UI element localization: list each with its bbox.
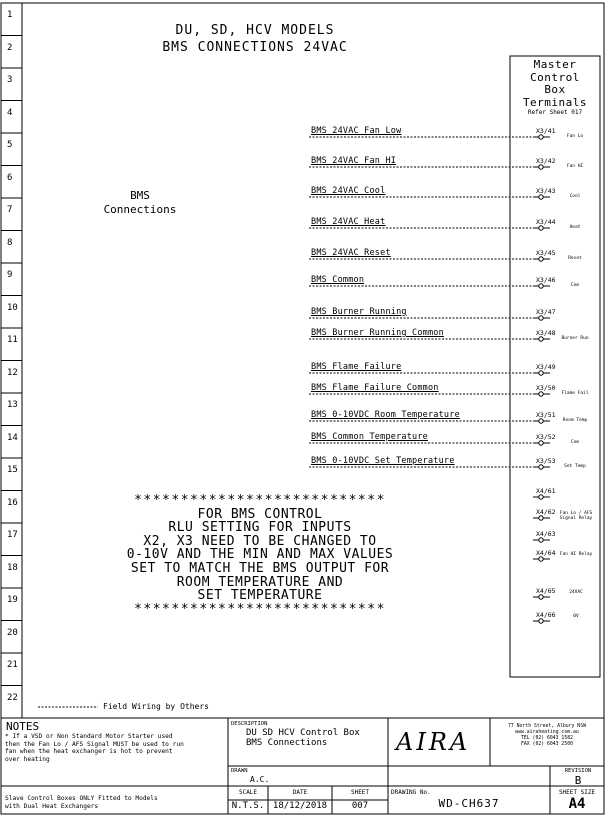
row-number: 16 — [7, 497, 18, 508]
scale-label: SCALE — [238, 789, 258, 796]
address-line-3: TEL (02) 6043 1582 — [521, 736, 573, 741]
terminal-symbol — [533, 226, 550, 230]
drawing-number-label: DRAWING No. — [391, 789, 431, 796]
bms-control-note — [20, 494, 500, 616]
terminal-id: X3/48 — [536, 329, 556, 337]
sheet-size-value: A4 — [568, 796, 586, 812]
sheet-size-label: SHEET SIZE — [558, 789, 596, 796]
notes-line-4: over heating — [5, 755, 50, 763]
bms-label-line-2: Connections — [103, 203, 177, 216]
relay-terminal-id: X4/65 — [536, 587, 556, 595]
relay-terminal-id: X4/62 — [536, 508, 556, 516]
terminal-function: Flame Fail — [561, 391, 589, 396]
terminal-function: Heat — [569, 225, 581, 230]
scale-value: N.T.S. — [231, 801, 265, 811]
relay-terminal-symbol — [533, 619, 550, 623]
terminal-symbol — [533, 371, 550, 375]
terminal-id: X3/41 — [536, 127, 556, 135]
terminal-function: Reset — [568, 256, 582, 261]
wire-label: BMS 24VAC Heat — [311, 217, 386, 227]
terminal-function: Fan HI — [566, 164, 584, 169]
notes-line-1: * If a VSD or Non Standard Motor Starter used — [5, 733, 173, 740]
master-box-line-4: Terminals — [522, 95, 588, 109]
relay-terminal-function: 0V — [573, 614, 579, 619]
revision-label: REVISION — [564, 768, 592, 774]
note-line-7: SET TEMPERATURE — [197, 588, 323, 604]
bms-connections-label — [70, 189, 210, 217]
note-line-6: ROOM TEMPERATURE AND — [176, 574, 344, 590]
terminal-function: Com — [570, 283, 580, 288]
wire-label: BMS Common — [311, 275, 365, 285]
date-label: DATE — [292, 789, 308, 796]
note-stars-bottom: *************************** — [134, 601, 386, 617]
row-number: 15 — [7, 465, 18, 476]
terminal-id: X3/50 — [536, 384, 556, 392]
row-number: 17 — [7, 530, 18, 541]
company-address — [491, 724, 603, 748]
wire-label: BMS Burner Running — [311, 307, 407, 317]
terminal-function: Set Temp — [564, 464, 586, 469]
row-number: 7 — [7, 205, 13, 216]
address-line-2: www.airaheating.com.au — [515, 730, 579, 735]
drawing-number: WD-CH637 — [438, 797, 500, 810]
row-number: 12 — [7, 367, 18, 378]
master-box-heading — [512, 59, 598, 117]
row-number: 18 — [7, 562, 18, 573]
row-number: 19 — [7, 595, 18, 606]
description-label: DESCRIPTION — [231, 721, 268, 727]
terminal-symbol — [533, 165, 550, 169]
terminal-symbol — [533, 257, 550, 261]
wire-label: BMS Common Temperature — [311, 432, 428, 442]
terminal-id: X3/46 — [536, 276, 556, 284]
drawn-value: A.C. — [250, 775, 270, 784]
relay-terminal-id: X4/61 — [536, 487, 556, 495]
terminal-symbol — [533, 441, 550, 445]
wire-label: BMS 0-10VDC Set Temperature — [311, 456, 455, 466]
row-number: 13 — [7, 400, 18, 411]
terminal-id: X3/42 — [536, 157, 556, 165]
terminal-id: X3/43 — [536, 187, 556, 195]
terminal-id: X3/44 — [536, 218, 556, 226]
sheet-value: 007 — [351, 801, 369, 811]
relay-terminal-symbol — [533, 557, 550, 561]
terminal-symbol — [533, 465, 550, 469]
wire-label: BMS 24VAC Cool — [311, 186, 386, 196]
relay-terminal-symbol — [533, 595, 550, 599]
relay-terminal-symbol — [533, 538, 550, 542]
relay-terminal-symbol — [533, 516, 550, 520]
wire-label: BMS Burner Running Common — [311, 328, 444, 338]
drawing-title-line-2: BMS CONNECTIONS 24VAC — [162, 40, 348, 55]
row-number: 8 — [7, 237, 13, 248]
revision-value: B — [574, 774, 582, 787]
terminal-symbol — [533, 316, 550, 320]
address-line-1: 77 North Street, Albury NSW — [508, 724, 586, 729]
row-number: 20 — [7, 627, 18, 638]
row-number: 1 — [7, 10, 13, 21]
row-number: 6 — [7, 172, 13, 183]
slave-note-line-1: Slave Control Boxes ONLY Fitted to Models — [5, 795, 158, 802]
row-number: 14 — [7, 432, 18, 443]
row-number: 11 — [7, 335, 18, 346]
relay-terminal-id: X4/64 — [536, 549, 556, 557]
note-line-3: X2, X3 NEED TO BE CHANGED TO — [143, 533, 377, 549]
terminal-symbol — [533, 135, 550, 139]
sheet-label: SHEET — [350, 789, 370, 796]
wire-label: BMS Flame Failure Common — [311, 383, 439, 393]
terminal-symbol — [533, 392, 550, 396]
terminal-function: Com — [570, 440, 580, 445]
slave-note-line-2: with Dual Heat Exchangers — [5, 802, 99, 810]
notes-body — [5, 733, 184, 763]
relay-terminal-function: Fan Lo / AFS Signal Relay — [559, 511, 593, 521]
wire-label: BMS 0-10VDC Room Temperature — [311, 410, 460, 420]
row-number: 9 — [7, 270, 13, 281]
row-number: 10 — [7, 302, 18, 313]
terminal-id: X3/45 — [536, 249, 556, 257]
note-stars-top: *************************** — [134, 493, 386, 508]
note-line-4: 0-10V AND THE MIN AND MAX VALUES — [126, 547, 394, 563]
row-number: 3 — [7, 75, 13, 86]
address-line-4: FAX (02) 6043 2500 — [521, 742, 573, 747]
terminal-id: X3/53 — [536, 457, 556, 465]
terminal-function: Fan Lo — [566, 134, 584, 139]
relay-terminal-id: X4/63 — [536, 530, 556, 538]
notes-line-3: fan when the heat exchanger is hot to prevent — [5, 748, 173, 756]
notes-heading: NOTES — [6, 720, 40, 733]
relay-terminal-function: Fan HI Relay — [559, 552, 593, 557]
terminal-id: X3/52 — [536, 433, 556, 441]
bms-label-line-1: BMS — [130, 189, 150, 202]
aira-logo: AIRA — [396, 728, 471, 756]
terminal-symbol — [533, 195, 550, 199]
terminal-function: Room Temp — [562, 418, 588, 423]
master-box-refer: Refer Sheet 017 — [527, 109, 583, 116]
description-line-1: DU SD HCV Control Box — [246, 728, 360, 738]
row-number: 22 — [7, 692, 18, 703]
terminal-symbol — [533, 284, 550, 288]
master-box-line-3: Box — [544, 83, 566, 96]
field-wiring-legend: Field Wiring by Others — [103, 702, 209, 711]
drawing-title-line-1: DU, SD, HCV MODELS — [175, 23, 335, 38]
row-number: 21 — [7, 660, 18, 671]
slave-note — [5, 795, 158, 810]
terminal-function: Cool — [569, 194, 581, 199]
drawn-label: DRAWN — [231, 768, 248, 774]
note-line-1: FOR BMS CONTROL — [197, 506, 323, 522]
wire-label: BMS 24VAC Fan Low — [311, 126, 402, 136]
terminal-id: X3/49 — [536, 363, 556, 371]
wire-label: BMS 24VAC Fan HI — [311, 156, 397, 166]
terminal-symbol — [533, 419, 550, 423]
date-value: 18/12/2018 — [272, 801, 328, 811]
wire-label: BMS 24VAC Reset — [311, 248, 391, 258]
description — [246, 728, 360, 748]
terminal-id: X3/51 — [536, 411, 556, 419]
description-line-2: BMS Connections — [246, 738, 328, 748]
terminal-id: X3/47 — [536, 308, 556, 316]
note-line-2: RLU SETTING FOR INPUTS — [168, 520, 352, 536]
relay-terminal-id: X4/66 — [536, 611, 556, 619]
relay-terminal-symbol — [533, 495, 550, 499]
note-line-5: SET TO MATCH THE BMS OUTPUT FOR — [130, 560, 390, 576]
wire-label: BMS Flame Failure — [311, 362, 402, 372]
master-box-line-1: Master — [533, 58, 577, 71]
terminal-function: Burner Run — [561, 336, 589, 341]
row-number: 5 — [7, 140, 13, 151]
row-number: 2 — [7, 42, 13, 53]
notes-line-2: then the Fan Lo / AFS Signal MUST be used to run — [5, 740, 184, 748]
master-box-line-2: Control — [530, 70, 580, 84]
row-number: 4 — [7, 107, 13, 118]
terminal-symbol — [533, 337, 550, 341]
relay-terminal-function: 24VAC — [569, 590, 583, 595]
